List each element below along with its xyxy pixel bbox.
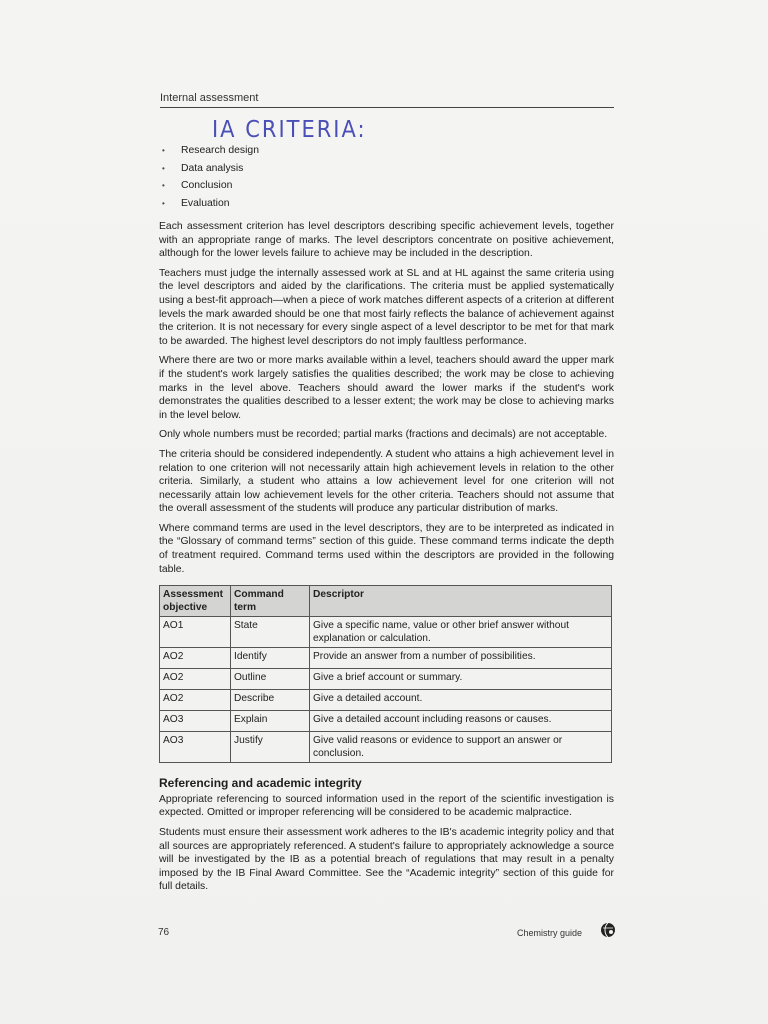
table-cell: AO2 xyxy=(160,669,231,690)
table-cell: Give a specific name, value or other brief answer without explanation or calculation. xyxy=(310,617,612,648)
table-header-cell: Descriptor xyxy=(310,586,612,617)
paragraph: Appropriate referencing to sourced information used in the report of the scientific investigation is expected. Omitted or improper referencing will be considered to be academic malpractice. xyxy=(159,793,614,819)
table-cell: Give a detailed account including reasons or causes. xyxy=(310,711,612,732)
table-row xyxy=(160,669,612,690)
footer-guide-name: Chemistry guide xyxy=(517,928,583,938)
paragraph: Each assessment criterion has level descriptors describing specific achievement levels, together with an appropriate range of marks. The level descriptors concentrate on positive achievement, although for the lower levels failure to achieve may be included in the description. xyxy=(159,221,614,260)
running-head: Internal assessment xyxy=(160,92,259,104)
table-cell: State xyxy=(231,617,310,648)
table-row xyxy=(160,648,612,669)
table-cell: AO1 xyxy=(160,617,231,648)
table-cell: AO3 xyxy=(160,711,231,732)
table-row xyxy=(160,690,612,711)
table-cell: AO3 xyxy=(160,732,231,763)
criteria-list xyxy=(159,144,614,214)
table-row xyxy=(160,711,612,732)
list-item: • Conclusion xyxy=(159,179,614,197)
ib-logo-icon xyxy=(600,922,616,938)
table-cell: AO2 xyxy=(160,690,231,711)
list-item: • Research design xyxy=(159,144,614,162)
header-rule xyxy=(160,107,614,108)
table-cell: Justify xyxy=(231,732,310,763)
table-cell: Provide an answer from a number of possibilities. xyxy=(310,648,612,669)
paragraph: Only whole numbers must be recorded; partial marks (fractions and decimals) are not acceptable. xyxy=(159,429,608,441)
table-cell: Explain xyxy=(231,711,310,732)
handwritten-title xyxy=(210,111,370,147)
list-item: • Evaluation xyxy=(159,197,614,215)
table-cell: Describe xyxy=(231,690,310,711)
paragraph: Where command terms are used in the level descriptors, they are to be interpreted as indicated in the “Glossary of command terms” section of this guide. These command terms indicate the depth of treatment required. Command terms used within the descriptors are provided in the following table. xyxy=(159,522,614,575)
table-cell: Outline xyxy=(231,669,310,690)
page-number: 76 xyxy=(158,927,170,938)
paragraph: Teachers must judge the internally assessed work at SL and at HL against the same criteria using the level descriptors and aided by the clarifications. The criteria must be applied systematically using a best-fit approach—when a piece of work matches different aspects of a criterion at different levels the mark awarded should be one that most fairly reflects the balance of achievement against the criterion. It is not necessary for every single aspect of a level descriptor to be met for that mark to be awarded. The highest level descriptors do not imply faultless performance. xyxy=(159,267,614,347)
command-terms-table xyxy=(159,585,612,763)
table-row xyxy=(160,617,612,648)
table-cell: Identify xyxy=(231,648,310,669)
section-heading: Referencing and academic integrity xyxy=(159,776,362,791)
table-cell: Give valid reasons or evidence to support an answer or conclusion. xyxy=(310,732,612,763)
handwritten-title-text: IA CRITERIA: xyxy=(212,117,367,144)
table-header-row xyxy=(160,586,612,617)
list-item: • Data analysis xyxy=(159,162,614,180)
table-cell: AO2 xyxy=(160,648,231,669)
table-header-cell: Command term xyxy=(231,586,310,617)
table-header-cell: Assessment objective xyxy=(160,586,231,617)
table-cell: Give a detailed account. xyxy=(310,690,612,711)
table-cell: Give a brief account or summary. xyxy=(310,669,612,690)
table-row xyxy=(160,732,612,763)
paragraph: The criteria should be considered independently. A student who attains a high achievement level in relation to one criterion will not necessarily attain high achievement levels in relation to the other criteria. Similarly, a student who attains a low achievement level for one criterion will not necessarily attain low achievement levels for the other criteria. Teachers should not assume that the overall assessment of the students will produce any particular distribution of marks. xyxy=(159,448,614,515)
main-content xyxy=(159,144,614,900)
paragraph: Students must ensure their assessment work adheres to the IB's academic integrity policy and that all sources are appropriately referenced. A student's failure to appropriately acknowledge a source will be investigated by the IB as a potential breach of regulations that may result in a penalty imposed by the IB Final Award Committee. See the “Academic integrity” section of this guide for full details. xyxy=(159,827,614,893)
paragraph: Where there are two or more marks available within a level, teachers should award the upper mark if the student's work largely satisfies the qualities described; the work may be close to achieving marks in the level above. Teachers should award the lower marks if the student's work demonstrates the qualities described to a lesser extent; the work may be close to achieving marks in the level below. xyxy=(159,355,614,421)
